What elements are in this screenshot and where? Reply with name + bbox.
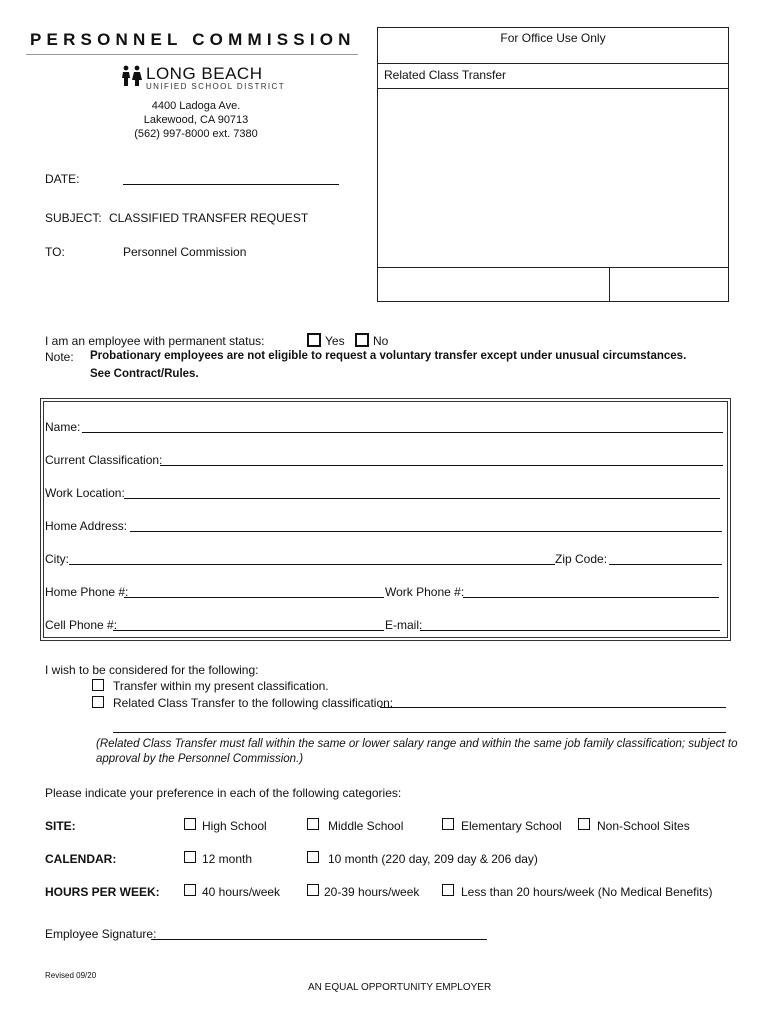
- date-field[interactable]: [123, 184, 339, 185]
- signature-field[interactable]: [151, 939, 487, 940]
- home-phone-field[interactable]: [124, 597, 384, 598]
- related-classification-field[interactable]: [380, 707, 726, 708]
- twelve-month-checkbox[interactable]: [184, 851, 196, 863]
- work-phone-field[interactable]: [463, 597, 719, 598]
- logo-name: LONG BEACH: [146, 64, 263, 83]
- home-address-label: Home Address:: [45, 519, 128, 533]
- transfer-within-checkbox[interactable]: [92, 679, 104, 691]
- consider-intro: I wish to be considered for the following:: [45, 663, 259, 677]
- ten-month-checkbox[interactable]: [307, 851, 319, 863]
- to-label: TO:: [45, 245, 65, 259]
- elementary-school-checkbox[interactable]: [442, 818, 454, 830]
- high-school-label: High School: [202, 819, 267, 833]
- address-line-1: 4400 Ladoga Ave.: [151, 100, 241, 112]
- name-label: Name:: [45, 420, 81, 434]
- equal-opportunity-footer: AN EQUAL OPPORTUNITY EMPLOYER: [308, 982, 492, 993]
- city-field[interactable]: [69, 564, 555, 565]
- hours-label: HOURS PER WEEK:: [45, 885, 160, 899]
- page-title: PERSONNEL COMMISSION: [30, 30, 356, 49]
- note-label: Note:: [45, 350, 74, 364]
- ten-month-label: 10 month (220 day, 209 day & 206 day): [328, 852, 538, 866]
- related-transfer-note-line-2: approval by the Personnel Commission.): [96, 753, 304, 765]
- calendar-label: CALENDAR:: [45, 852, 117, 866]
- note-text: Probationary employees are not eligible to request a voluntary transfer except under unusual circumstances.: [90, 350, 687, 362]
- permanent-status-question: I am an employee with permanent status:: [45, 334, 265, 348]
- city-label: City:: [45, 552, 69, 566]
- work-phone-label: Work Phone #:: [385, 585, 465, 599]
- home-phone-label: Home Phone #:: [45, 585, 129, 599]
- work-location-field[interactable]: [124, 498, 720, 499]
- district-logo-icon: [120, 64, 144, 88]
- address-line-2: Lakewood, CA 90713: [143, 114, 249, 126]
- forty-hours-checkbox[interactable]: [184, 884, 196, 896]
- personal-info-frame-inner: [43, 401, 728, 638]
- elementary-school-label: Elementary School: [461, 819, 562, 833]
- office-divider: [377, 267, 729, 268]
- subject-label: SUBJECT:: [45, 211, 102, 225]
- email-label: E-mail:: [385, 618, 423, 632]
- office-divider: [377, 88, 729, 89]
- related-transfer-note: (Related Class Transfer must fall within the same or lower salary range and within the same job family classification; subject to: [96, 738, 738, 750]
- logo-subtitle: UNIFIED SCHOOL DISTRICT: [146, 82, 286, 91]
- office-use-title: For Office Use Only: [500, 31, 606, 45]
- revised-date: Revised 09/20: [45, 971, 97, 980]
- preferences-intro: Please indicate your preference in each of the following categories:: [45, 786, 402, 800]
- classification-field[interactable]: [160, 465, 723, 466]
- date-label: DATE:: [45, 172, 80, 186]
- to-value: Personnel Commission: [123, 245, 247, 259]
- less-than-twenty-label: Less than 20 hours/week (No Medical Benefits): [461, 885, 713, 899]
- related-transfer-label: Related Class Transfer to the following classification:: [113, 696, 394, 710]
- work-location-label: Work Location:: [45, 486, 125, 500]
- related-class-transfer-label: Related Class Transfer: [384, 68, 507, 82]
- signature-label: Employee Signature:: [45, 927, 157, 941]
- middle-school-checkbox[interactable]: [307, 818, 319, 830]
- office-divider: [609, 267, 610, 302]
- non-school-sites-checkbox[interactable]: [578, 818, 590, 830]
- related-transfer-checkbox[interactable]: [92, 696, 104, 708]
- classification-label: Current Classification:: [45, 453, 163, 467]
- title-rule: [26, 54, 358, 55]
- phone-number: (562) 997-8000 ext. 7380: [134, 128, 258, 140]
- site-label: SITE:: [45, 819, 76, 833]
- note-text-line-2: See Contract/Rules.: [90, 368, 199, 380]
- name-field[interactable]: [82, 432, 723, 433]
- home-address-field[interactable]: [130, 531, 722, 532]
- subject-value: CLASSIFIED TRANSFER REQUEST: [109, 211, 309, 225]
- high-school-checkbox[interactable]: [184, 818, 196, 830]
- zip-field[interactable]: [609, 564, 722, 565]
- twenty-39-hours-label: 20-39 hours/week: [324, 885, 420, 899]
- office-divider: [377, 63, 729, 64]
- yes-label: Yes: [325, 334, 345, 348]
- email-field[interactable]: [420, 630, 720, 631]
- less-than-twenty-checkbox[interactable]: [442, 884, 454, 896]
- no-checkbox[interactable]: [355, 333, 369, 347]
- related-classification-field-2[interactable]: [113, 732, 726, 733]
- forty-hours-label: 40 hours/week: [202, 885, 281, 899]
- twelve-month-label: 12 month: [202, 852, 253, 866]
- non-school-sites-label: Non-School Sites: [597, 819, 690, 833]
- no-label: No: [373, 334, 389, 348]
- transfer-within-label: Transfer within my present classification.: [113, 679, 329, 693]
- twenty-39-hours-checkbox[interactable]: [307, 884, 319, 896]
- cell-phone-field[interactable]: [113, 630, 384, 631]
- middle-school-label: Middle School: [328, 819, 404, 833]
- yes-checkbox[interactable]: [307, 333, 321, 347]
- cell-phone-label: Cell Phone #:: [45, 618, 118, 632]
- zip-label: Zip Code:: [555, 552, 608, 566]
